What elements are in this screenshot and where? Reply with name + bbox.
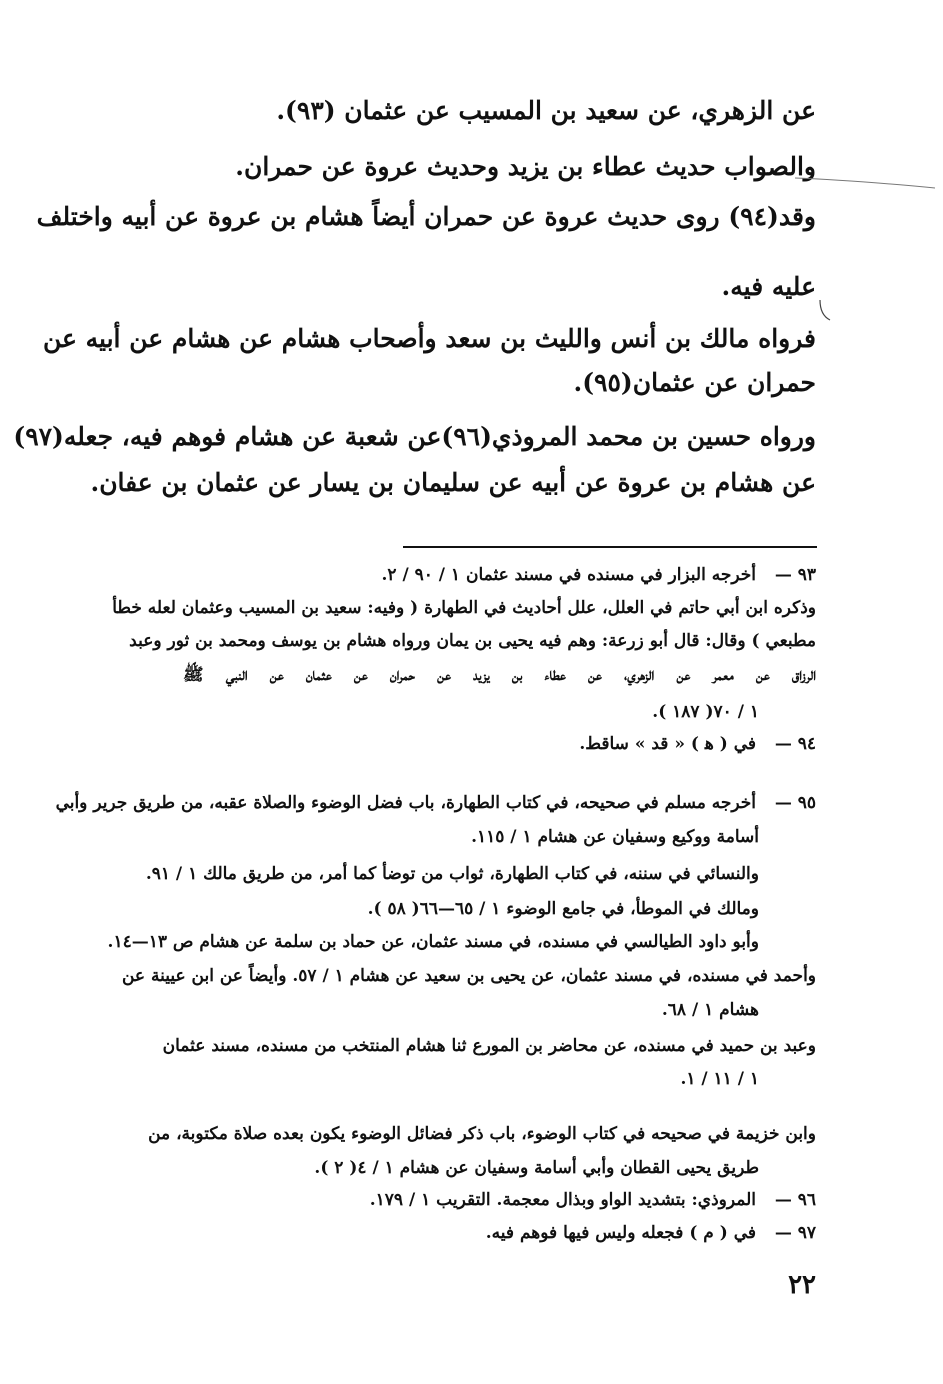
footnote-93 [126, 567, 816, 591]
footnote-line: وأحمد في مسنده، في مسند عثمان، عن يحيى بن سعيد عن هشام ١ / ٥٧. وأيضاً عن ابن عيينة عن [121, 966, 816, 986]
footnote-line: وذكره ابن أبي حاتم في العلل، علل أحاديث في الطهارة ( وفيه: سعيد بن المسيب وعثمان لعله خطأ [112, 598, 816, 618]
footnote-96 [126, 1192, 816, 1216]
footnote-text: أخرجه البزار في مسنده في مسند عثمان ١ / ٩٠ / ٢. [381, 565, 756, 585]
main-text-line: والصواب حديث عطاء بن يزيد وحديث عروة عن حمران. [235, 152, 816, 181]
footnote-number: ٩٤ — [774, 734, 816, 754]
footnote-line: مطبعي ) وقال: قال أبو زرعة: وهم فيه يحيى بن يمان ورواه هشام بن يوسف ومحمد بن ثور وعبد [129, 631, 816, 651]
main-text-line: فرواه مالك بن أنس والليث بن سعد وأصحاب هشام عن هشام عن أبيه عن [43, 324, 816, 353]
main-text-line: وقد(٩٤) روى حديث عروة عن حمران أيضاً هشام بن عروة عن أبيه واختلف [36, 202, 816, 231]
footnote-line: وأبو داود الطيالسي في مسنده، في مسند عثمان، عن حماد بن سلمة عن هشام ص ١٣—١٤. [107, 932, 759, 952]
footnote-number: ٩٣ — [774, 565, 816, 585]
footnote-line: أسامة ووكيع وسفيان عن هشام ١ / ١١٥. [471, 827, 759, 847]
main-text-line: عن الزهري، عن سعيد بن المسيب عن عثمان (٩٣). [276, 96, 816, 125]
main-text-line: حمران عن عثمان(٩٥). [573, 368, 816, 397]
footnote-separator [403, 546, 817, 548]
footnote-line: ومالك في الموطأ، في جامع الوضوء ١ / ٦٥—٦٦( ٥٨ ). [367, 899, 759, 919]
footnote-line: ١ / ٧٠( ١٨٧ ). [652, 702, 759, 722]
footnote-line: وعبد بن حميد في مسنده، عن محاضر بن المورع ثنا هشام المنتخب من مسنده، مسند عثمان [162, 1036, 816, 1056]
footnote-number: ٩٧ — [774, 1223, 816, 1243]
footnote-95 [55, 793, 816, 819]
footnote-line: طريق يحيى القطان وأبي أسامة وسفيان عن هشام ١ / ٤( ٢ ). [314, 1158, 759, 1178]
footnote-94 [126, 736, 816, 760]
footnote-line: الرزاق عن معمر عن الزهري، عن عطاء بن يزيد عن حمران عن عثمان عن النبي ﷺ [183, 665, 816, 685]
footnote-number: ٩٦ — [774, 1190, 816, 1210]
pen-mark [790, 160, 940, 330]
footnote-line: وابن خزيمة في صحيحه في كتاب الوضوء، باب ذكر فضائل الوضوء يكون بعده صلاة مكتوبة، من [148, 1124, 816, 1144]
footnote-line: هشام ١ / ٦٨. [661, 1000, 759, 1020]
footnote-text: في ( ﻫ ) « قد » ساقط. [579, 734, 756, 754]
footnote-97 [126, 1225, 816, 1249]
footnote-number: ٩٥ — [774, 793, 816, 813]
footnote-text: المروذي: بتشديد الواو وبذال معجمة. التقريب ١ / ١٧٩. [369, 1190, 756, 1210]
footnote-line: ١ / ١١ / ١. [680, 1069, 759, 1089]
footnote-line: والنسائي في سننه، في كتاب الطهارة، ثواب من توضأ كما أمر، من طريق مالك ١ / ٩١. [145, 864, 759, 884]
main-text-line: عن هشام بن عروة عن أبيه عن سليمان بن يسار عن عثمان بن عفان. [90, 468, 816, 497]
page-number: ٢٢ [788, 1270, 816, 1300]
footnote-text: أخرجه مسلم في صحيحه، في كتاب الطهارة، باب فضل الوضوء والصلاة عقبه، من طريق جرير وأبي [55, 793, 756, 813]
main-text-line: ورواه حسين بن محمد المروذي(٩٦)عن شعبة عن هشام فوهم فيه، جعله(٩٧) [13, 422, 816, 451]
main-text-line: عليه فيه. [721, 272, 816, 301]
footnote-text: في ( م ) فجعله وليس فيها فوهم فيه. [485, 1223, 756, 1243]
